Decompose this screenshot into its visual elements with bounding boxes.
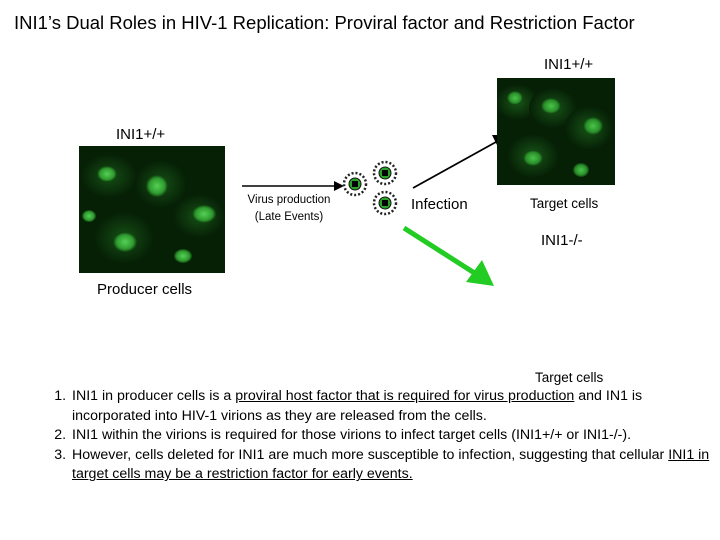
nucleus xyxy=(523,150,543,166)
point-1-text-end: and IN1 is incorporated into HIV-1 virions as they are released from the cells. xyxy=(72,388,643,424)
target-bottom-caption: Target cells xyxy=(535,370,604,385)
infection-label: Infection xyxy=(411,196,468,213)
summary-list xyxy=(34,387,720,485)
nucleus xyxy=(174,249,192,263)
nucleus xyxy=(192,205,216,223)
producer-genotype-label: INI1+/+ xyxy=(116,126,166,143)
nucleus xyxy=(583,117,603,135)
nucleus xyxy=(97,166,117,182)
nucleus xyxy=(82,210,96,222)
page-title: INI1’s Dual Roles in HIV-1 Replication: Proviral factor and Restriction Factor xyxy=(14,12,635,33)
target-cells-wt-image xyxy=(497,78,615,185)
summary-point-3 xyxy=(70,446,720,485)
target-top-genotype-label: INI1+/+ xyxy=(544,56,594,73)
virus-production-line2: (Late Events) xyxy=(254,210,324,223)
target-bottom-genotype-label: INI1-/- xyxy=(541,232,583,249)
nucleus xyxy=(507,91,523,105)
virus-production-label xyxy=(236,192,342,225)
infection-arrow-to-ini1-wt xyxy=(410,130,510,192)
point-3-text: However, cells deleted for INI1 are much more susceptible to infection, suggesting that cellular xyxy=(72,446,669,463)
virus-production-line1: Virus production xyxy=(247,194,331,206)
summary-point-1 xyxy=(70,387,720,426)
nucleus xyxy=(146,175,168,197)
point-1-text: INI1 in producer cells is a xyxy=(72,388,236,404)
virion-cluster-icon xyxy=(336,156,404,220)
target-top-caption: Target cells xyxy=(530,196,599,211)
nucleus xyxy=(113,232,137,252)
point-2-text: INI1 within the virions is required for those virions to infect target cells (INI1+/+ or INI1-/-). xyxy=(72,427,632,444)
nucleus xyxy=(573,163,589,177)
infection-arrow-to-ini1-null xyxy=(400,222,500,292)
virion-icon xyxy=(344,173,366,195)
virion-icon xyxy=(374,192,396,214)
summary-point-2 xyxy=(70,426,720,446)
point-3-underlined: INI1 in target cells may be a restriction factor for early events. xyxy=(72,446,710,483)
nucleus xyxy=(541,98,561,114)
producer-cells-image xyxy=(79,146,225,273)
point-1-underlined: proviral host factor that is required for virus production xyxy=(235,388,575,404)
producer-cells-caption: Producer cells xyxy=(97,281,193,298)
virion-icon xyxy=(374,162,396,184)
